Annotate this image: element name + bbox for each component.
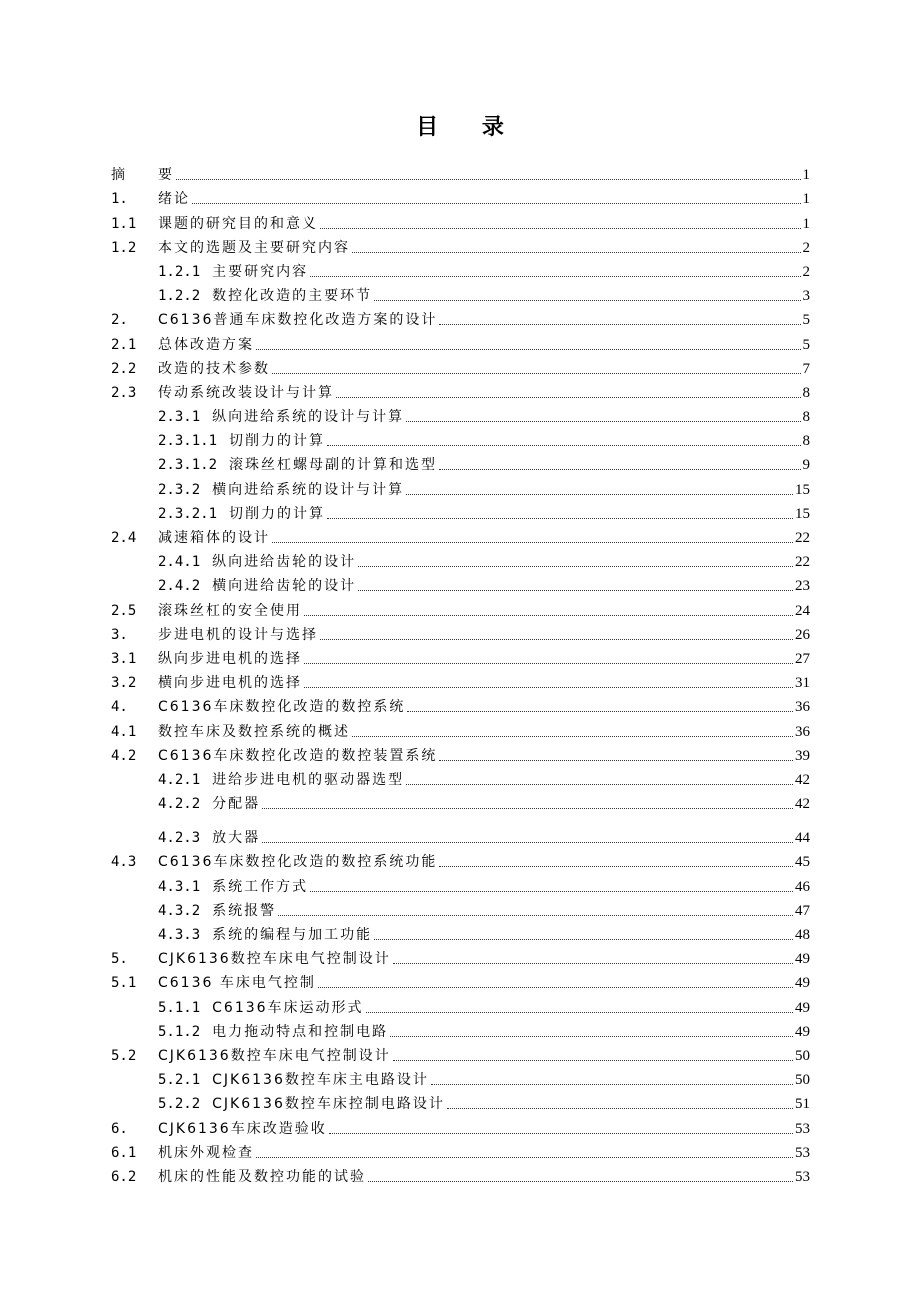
toc-entry-number: 2.1 (111, 336, 137, 353)
toc-entry[interactable] (111, 377, 810, 401)
toc-entry[interactable] (111, 473, 810, 497)
toc-dot-leader (352, 251, 801, 253)
toc-entry-number: 2.5 (111, 602, 137, 619)
toc-entry-title: CJK6136数控车床电气控制设计 (158, 951, 391, 968)
toc-entry[interactable] (111, 353, 810, 377)
toc-entry[interactable] (111, 449, 810, 473)
toc-entry-title: 切削力的计算 (229, 433, 326, 450)
toc-entry[interactable] (111, 667, 810, 691)
toc-dot-leader (407, 710, 793, 712)
toc-entry-title: 横向进给齿轮的设计 (212, 578, 357, 595)
toc-entry-title: 减速箱体的设计 (158, 530, 270, 546)
toc-entry-page: 36 (795, 723, 810, 740)
toc-dot-leader (358, 589, 793, 591)
toc-entry-title: 进给步进电机的驱动器选型 (212, 771, 405, 788)
toc-entry-page: 22 (795, 554, 810, 571)
toc-entry-number: 4.2.3 (158, 830, 201, 847)
toc-dot-leader (336, 396, 801, 398)
toc-entry-page: 5 (802, 336, 810, 353)
toc-entry-page: 53 (795, 1144, 810, 1161)
toc-entry[interactable] (111, 715, 810, 739)
toc-entry-page: 49 (795, 1023, 810, 1040)
toc-entry[interactable] (111, 1112, 810, 1136)
toc-entry-page: 2 (802, 239, 810, 256)
toc-entry-title: C6136车床运动形式 (212, 999, 364, 1016)
toc-entry-number: 1.1 (111, 215, 137, 232)
toc-dot-leader (329, 1132, 793, 1134)
toc-dot-leader (176, 178, 801, 180)
toc-entry-page: 8 (802, 433, 810, 450)
toc-entry[interactable] (111, 643, 810, 667)
toc-entry-title: 要 (158, 167, 174, 184)
toc-entry-number: 4.3.3 (158, 927, 201, 943)
toc-entry-title: CJK6136数控车床控制电路设计 (212, 1096, 445, 1113)
toc-entry-page: 24 (795, 602, 810, 619)
toc-entry-number: 4.1 (111, 723, 137, 740)
toc-entry-title: 数控车床及数控系统的概述 (158, 723, 350, 740)
toc-dot-leader (393, 962, 793, 964)
toc-entry-number: 2.3.2 (158, 481, 201, 498)
toc-entry-page: 26 (795, 626, 810, 643)
toc-entry-page: 1 (802, 215, 810, 232)
toc-dot-leader (262, 807, 793, 809)
toc-dot-leader (304, 686, 793, 688)
toc-entry[interactable] (111, 183, 810, 207)
toc-entry[interactable] (111, 943, 810, 967)
toc-entry-number: 4.2.2 (158, 796, 201, 813)
toc-entry-number: 2.3.1.1 (158, 433, 218, 450)
toc-dot-leader (320, 227, 801, 229)
toc-dot-leader (352, 735, 793, 737)
toc-entry-title: 改造的技术参数 (158, 360, 270, 377)
toc-entry[interactable] (111, 1016, 810, 1040)
toc-entry-page: 49 (795, 999, 810, 1016)
toc-entry-title: C6136普通车床数控化改造方案的设计 (158, 312, 438, 329)
toc-dot-leader (358, 565, 793, 567)
toc-entry-title: CJK6136车床改造验收 (158, 1120, 327, 1137)
toc-entry-page: 49 (795, 951, 810, 968)
toc-entry[interactable] (111, 594, 810, 618)
toc-entry-page: 46 (795, 878, 810, 895)
toc-entry[interactable] (111, 207, 810, 231)
toc-entry-title: 纵向步进电机的选择 (158, 650, 302, 667)
toc-entry-page: 48 (795, 927, 810, 943)
toc-entry-title: 机床外观检查 (158, 1144, 254, 1161)
toc-dot-leader (406, 783, 793, 785)
toc-dot-leader (393, 1059, 793, 1061)
toc-entry-number: 5.2.1 (158, 1072, 201, 1089)
toc-dot-leader (310, 890, 793, 892)
toc-entry-number: 1.2.1 (158, 263, 201, 280)
toc-entry-number: 1.2.2 (158, 288, 201, 305)
toc-entry-title: CJK6136数控车床电气控制设计 (158, 1047, 391, 1064)
toc-entry-title: 电力拖动特点和控制电路 (212, 1023, 389, 1040)
toc-entry-number: 5.1.2 (158, 1023, 201, 1040)
toc-entry-number: 4.2 (111, 747, 137, 764)
toc-entry-title: C6136 车床电气控制 (158, 975, 316, 992)
toc-dot-leader (304, 614, 793, 616)
toc-entry-title: 课题的研究目的和意义 (158, 215, 318, 232)
toc-entry-number: 5.1.1 (158, 999, 201, 1016)
toc-dot-leader (374, 299, 800, 301)
toc-entry-number: 6.1 (111, 1144, 137, 1161)
toc-dot-leader (278, 914, 793, 916)
toc-entry-page: 49 (795, 975, 810, 992)
toc-dot-leader (439, 865, 793, 867)
toc-entry-title: 本文的选题及主要研究内容 (158, 239, 350, 256)
toc-entry-title: 滚珠丝杠螺母副的计算和选型 (229, 457, 438, 474)
toc-dot-leader (439, 323, 800, 325)
toc-entry-title: 步进电机的设计与选择 (158, 626, 318, 643)
toc-entry-title: 传动系统改装设计与计算 (158, 384, 334, 401)
toc-entry-title: 数控化改造的主要环节 (212, 288, 373, 305)
toc-entry[interactable] (111, 1040, 810, 1064)
toc-dot-leader (447, 1107, 793, 1109)
toc-entry[interactable] (111, 256, 810, 280)
page-title: 目 录 (416, 114, 522, 140)
toc-entry-page: 45 (795, 854, 810, 871)
toc-entry-number: 4.3 (111, 854, 137, 871)
toc-entry-number: 5. (111, 951, 128, 968)
toc-dot-leader (256, 348, 801, 350)
toc-entry[interactable] (111, 1137, 810, 1161)
toc-entry-title: C6136车床数控化改造的数控装置系统 (158, 747, 438, 764)
toc-entry-page: 23 (795, 578, 810, 595)
toc-dot-leader (318, 986, 793, 988)
toc-entry-page: 53 (795, 1168, 810, 1185)
toc-entry-page: 47 (795, 902, 810, 919)
toc-entry[interactable] (111, 788, 810, 812)
toc-entry-number: 摘 (111, 167, 125, 184)
toc-entry-number: 6.2 (111, 1168, 137, 1185)
toc-entry-title: C6136车床数控化改造的数控系统 (158, 699, 406, 716)
toc-dot-leader (439, 759, 793, 761)
toc-entry[interactable] (111, 895, 810, 919)
toc-entry[interactable] (111, 401, 810, 425)
toc-entry-title: 滚珠丝杠的安全使用 (158, 602, 302, 619)
toc-entry-page: 9 (802, 457, 810, 474)
toc-entry-page: 42 (795, 771, 810, 788)
toc-entry[interactable] (111, 570, 810, 594)
toc-dot-leader (406, 420, 800, 422)
toc-entry-number: 3.1 (111, 650, 137, 667)
toc-entry-number: 5.2.2 (158, 1096, 201, 1113)
toc-entry-number: 2.2 (111, 360, 137, 377)
toc-entry[interactable] (111, 870, 810, 894)
toc-entry-page: 15 (795, 481, 810, 498)
toc-entry-page: 36 (795, 699, 810, 716)
toc-entry-title: 分配器 (212, 796, 261, 813)
toc-entry-number: 2.4 (111, 530, 137, 546)
toc-entry-page: 51 (795, 1096, 810, 1113)
toc-entry[interactable] (111, 619, 810, 643)
toc-entry-title: CJK6136数控车床主电路设计 (212, 1072, 429, 1089)
toc-dot-leader (327, 444, 800, 446)
toc-dot-leader (374, 938, 793, 940)
toc-entry[interactable] (111, 280, 810, 304)
toc-entry-page: 22 (795, 530, 810, 546)
toc-entry-number: 4.3.1 (158, 878, 201, 895)
toc-dot-leader (304, 662, 793, 664)
toc-entry-title: 横向步进电机的选择 (158, 675, 302, 692)
toc-entry-title: 绪论 (158, 191, 190, 208)
toc-entry[interactable] (111, 846, 810, 870)
toc-entry-number: 4. (111, 699, 128, 716)
toc-entry-page: 50 (795, 1047, 810, 1064)
toc-entry-title: 主要研究内容 (212, 263, 309, 280)
toc-entry-title: 纵向进给系统的设计与计算 (212, 409, 405, 426)
toc-entry[interactable] (111, 1088, 810, 1112)
toc-entry[interactable] (111, 159, 810, 183)
toc-dot-leader (390, 1035, 793, 1037)
toc-entry-title: 总体改造方案 (158, 336, 254, 353)
toc-entry-page: 39 (795, 747, 810, 764)
toc-entry-page: 8 (802, 409, 810, 426)
toc-entry-title: 机床的性能及数控功能的试验 (158, 1168, 366, 1185)
toc-entry-number: 2.3 (111, 384, 137, 401)
toc-entry-title: 系统工作方式 (212, 878, 309, 895)
toc-dot-leader (439, 468, 800, 470)
toc-entry-title: 纵向进给齿轮的设计 (212, 554, 357, 571)
toc-entry-number: 2.3.2.1 (158, 505, 218, 522)
toc-entry-page: 1 (802, 191, 810, 208)
toc-entry-number: 5.1 (111, 975, 137, 992)
toc-entry-number: 2. (111, 312, 128, 329)
toc-dot-leader (366, 1011, 793, 1013)
toc-entry-title: 系统的编程与加工功能 (212, 927, 373, 943)
toc-dot-leader (272, 541, 793, 543)
toc-entry-page: 50 (795, 1072, 810, 1089)
toc-entry-title: C6136车床数控化改造的数控系统功能 (158, 854, 438, 871)
toc-entry-page: 15 (795, 505, 810, 522)
toc-entry-number: 3. (111, 626, 128, 643)
toc-dot-leader (310, 275, 800, 277)
toc-entry-number: 4.2.1 (158, 771, 201, 788)
toc-entry[interactable] (111, 232, 810, 256)
toc-entry-page: 3 (802, 288, 810, 305)
toc-entry-number: 2.3.1.2 (158, 457, 218, 474)
toc-entry-number: 6. (111, 1120, 128, 1137)
toc-entry[interactable] (111, 1064, 810, 1088)
toc-entry-number: 3.2 (111, 675, 137, 692)
toc-entry-page: 5 (802, 312, 810, 329)
toc-entry-page: 53 (795, 1120, 810, 1137)
toc-entry-number: 1. (111, 191, 128, 208)
toc-entry[interactable] (111, 1161, 810, 1185)
toc-entry-page: 27 (795, 650, 810, 667)
toc-entry[interactable] (111, 764, 810, 788)
toc-entry-title: 切削力的计算 (229, 505, 326, 522)
toc-dot-leader (431, 1083, 793, 1085)
toc-dot-leader (406, 493, 793, 495)
table-of-contents (111, 159, 810, 1185)
toc-entry[interactable] (111, 546, 810, 570)
toc-entry-title: 横向进给系统的设计与计算 (212, 481, 405, 498)
toc-entry[interactable] (111, 304, 810, 328)
toc-dot-leader (368, 1180, 793, 1182)
toc-entry[interactable] (111, 919, 810, 943)
toc-dot-leader (262, 841, 793, 843)
toc-entry[interactable] (111, 740, 810, 764)
toc-entry-number: 2.3.1 (158, 409, 201, 426)
toc-entry-page: 1 (802, 167, 810, 184)
toc-entry-page: 44 (795, 830, 810, 847)
toc-entry-page: 2 (802, 263, 810, 280)
toc-entry[interactable] (111, 425, 810, 449)
toc-entry-page: 42 (795, 796, 810, 813)
toc-entry-number: 4.3.2 (158, 902, 201, 919)
toc-entry-number: 2.4.2 (158, 578, 201, 595)
toc-entry-title: 放大器 (212, 830, 261, 847)
toc-entry[interactable] (111, 691, 810, 715)
toc-entry[interactable] (111, 328, 810, 352)
toc-entry-page: 31 (795, 675, 810, 692)
toc-entry[interactable] (111, 822, 810, 846)
toc-entry[interactable] (111, 967, 810, 991)
toc-entry-number: 2.4.1 (158, 554, 201, 571)
toc-dot-leader (320, 638, 793, 640)
toc-entry-page: 7 (802, 360, 810, 377)
toc-entry-page: 8 (802, 384, 810, 401)
toc-dot-leader (256, 1156, 793, 1158)
toc-dot-leader (327, 517, 793, 519)
toc-entry[interactable] (111, 991, 810, 1015)
toc-entry-number: 1.2 (111, 239, 137, 256)
toc-entry[interactable] (111, 498, 810, 522)
toc-entry[interactable] (111, 522, 810, 546)
toc-entry-title: 系统报警 (212, 902, 277, 919)
toc-dot-leader (192, 202, 801, 204)
toc-entry-number: 5.2 (111, 1047, 137, 1064)
toc-dot-leader (272, 372, 801, 374)
